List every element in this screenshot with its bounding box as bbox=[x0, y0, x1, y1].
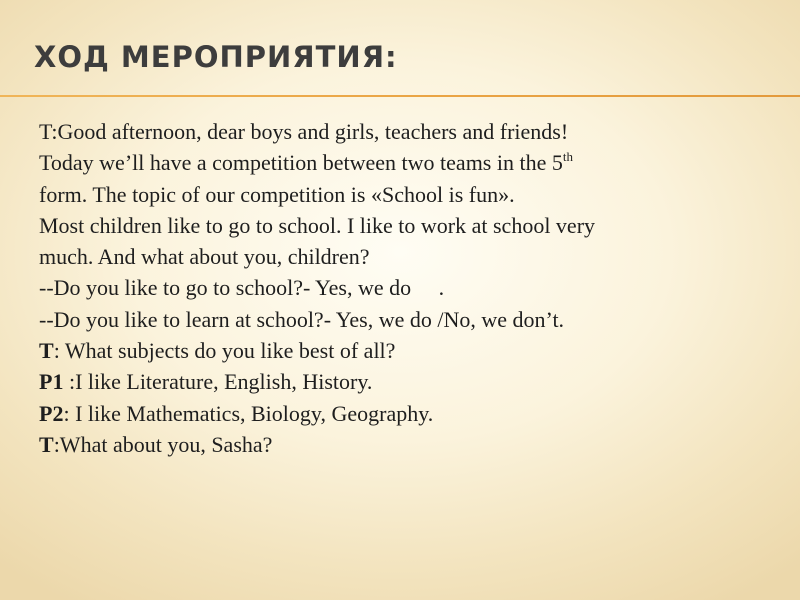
slide-title: ХОД МЕРОПРИЯТИЯ: bbox=[34, 40, 398, 74]
speaker-text: : What subjects do you like best of all? bbox=[53, 338, 396, 364]
ordinal-superscript: th bbox=[562, 149, 573, 165]
line-competition-text: Today we’ll have a competition between two teams in the 5 bbox=[39, 150, 563, 176]
line-greeting: T:Good afternoon, dear boys and girls, teachers and friends! bbox=[39, 119, 569, 144]
line-question-learn: --Do you like to learn at school?- Yes, we do /No, we don’t. bbox=[39, 306, 565, 332]
speaker-text: : I like Mathematics, Biology, Geography. bbox=[63, 400, 434, 426]
line-question-go bbox=[39, 272, 779, 303]
line-question-go-gap bbox=[411, 275, 439, 300]
line-children-school: Most children like to go to school. I like to work at school very bbox=[39, 212, 596, 238]
line-question-go-text: --Do you like to go to school?- Yes, we do bbox=[39, 275, 412, 301]
speaker-label: T bbox=[39, 431, 54, 457]
speaker-label: P1 bbox=[39, 369, 64, 395]
line-competition bbox=[39, 147, 779, 178]
slide-body bbox=[39, 116, 779, 460]
speaker-text: :I like Literature, English, History. bbox=[63, 369, 373, 395]
line-p2-answer bbox=[39, 398, 779, 429]
title-divider bbox=[0, 95, 800, 97]
line-p1-answer bbox=[39, 366, 779, 397]
speaker-label: P2 bbox=[39, 400, 64, 426]
speaker-text: :What about you, Sasha? bbox=[53, 431, 273, 457]
line-question-go-end: . bbox=[438, 275, 445, 301]
line-topic: form. The topic of our competition is «School is fun». bbox=[39, 181, 515, 207]
speaker-label: T bbox=[39, 338, 54, 364]
line-subjects-question bbox=[39, 335, 779, 366]
line-what-about: much. And what about you, children? bbox=[39, 244, 370, 270]
line-sasha-question bbox=[39, 429, 779, 460]
